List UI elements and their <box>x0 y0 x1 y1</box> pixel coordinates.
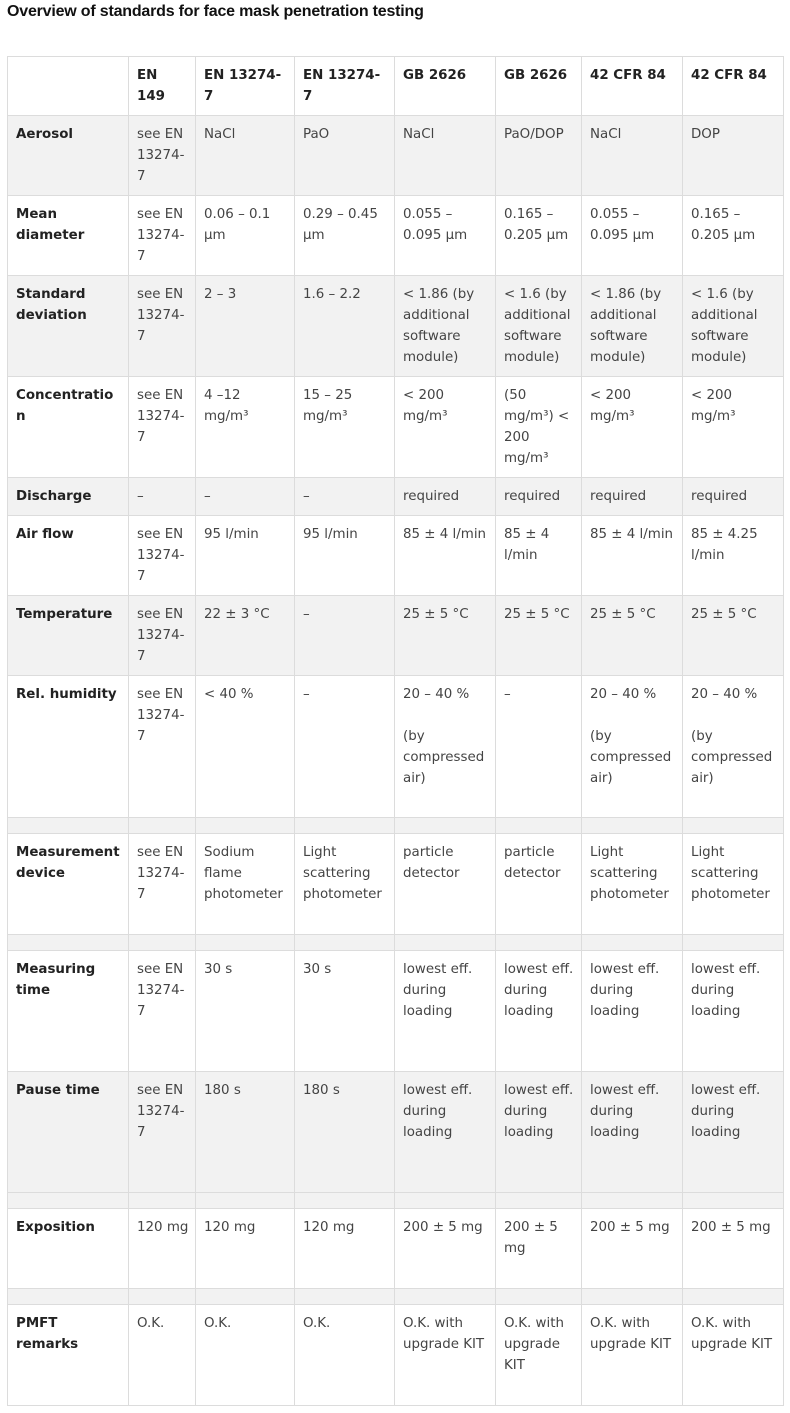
table-row-measurement-device <box>8 834 784 935</box>
table-cell: NaCl <box>196 116 295 196</box>
table-cell: 85 ± 4.25 l/min <box>683 516 784 596</box>
table-cell: 0.06 – 0.1 µm <box>196 196 295 276</box>
row-header: Exposition <box>8 1209 129 1289</box>
column-header: 42 CFR 84 <box>582 57 683 116</box>
table-cell: 180 s <box>295 1072 395 1193</box>
table-row-temperature <box>8 596 784 676</box>
table-cell: 0.165 – 0.205 µm <box>683 196 784 276</box>
table-row-measuring-time <box>8 951 784 1072</box>
table-row-standard-deviation <box>8 276 784 377</box>
table-cell: 4 –12 mg/m³ <box>196 377 295 478</box>
table-cell: lowest eff. during loading <box>683 1072 784 1193</box>
table-cell: NaCl <box>582 116 683 196</box>
table-cell: see EN 13274-7 <box>129 596 196 676</box>
table-cell: 180 s <box>196 1072 295 1193</box>
spacer-row <box>8 818 784 834</box>
table-row-concentration <box>8 377 784 478</box>
table-cell: Light scattering photometer <box>683 834 784 935</box>
table-cell: < 200 mg/m³ <box>395 377 496 478</box>
table-cell: 25 ± 5 °C <box>683 596 784 676</box>
spacer-row <box>8 1193 784 1209</box>
column-header: GB 2626 <box>496 57 582 116</box>
table-row-exposition <box>8 1209 784 1289</box>
table-cell: O.K. with upgrade KIT <box>496 1305 582 1406</box>
table-cell: required <box>395 478 496 516</box>
table-cell: < 1.6 (by additional software module) <box>683 276 784 377</box>
row-header: PMFT remarks <box>8 1305 129 1406</box>
table-cell: O.K. <box>295 1305 395 1406</box>
table-cell: lowest eff. during loading <box>496 951 582 1072</box>
table-cell: O.K. <box>129 1305 196 1406</box>
standards-table <box>7 56 784 1406</box>
table-cell: – <box>295 478 395 516</box>
table-cell: 0.055 – 0.095 µm <box>582 196 683 276</box>
table-cell: 0.29 – 0.45 µm <box>295 196 395 276</box>
table-cell: see EN 13274-7 <box>129 377 196 478</box>
table-cell: lowest eff. during loading <box>683 951 784 1072</box>
table-cell: lowest eff. during loading <box>496 1072 582 1193</box>
table-cell: O.K. with upgrade KIT <box>582 1305 683 1406</box>
table-row-pmft-remarks <box>8 1305 784 1406</box>
table-cell: see EN 13274-7 <box>129 116 196 196</box>
spacer-row <box>8 1289 784 1305</box>
table-cell: 200 ± 5 mg <box>496 1209 582 1289</box>
table-cell: see EN 13274-7 <box>129 276 196 377</box>
table-cell: 30 s <box>196 951 295 1072</box>
table-cell: < 1.86 (by additional software module) <box>395 276 496 377</box>
table-cell: required <box>683 478 784 516</box>
table-cell: 85 ± 4 l/min <box>582 516 683 596</box>
table-cell: 25 ± 5 °C <box>582 596 683 676</box>
table-cell: 200 ± 5 mg <box>683 1209 784 1289</box>
table-cell: see EN 13274-7 <box>129 676 196 818</box>
table-cell: 0.055 – 0.095 µm <box>395 196 496 276</box>
table-cell: 15 – 25 mg/m³ <box>295 377 395 478</box>
table-cell: 200 ± 5 mg <box>582 1209 683 1289</box>
table-cell: < 1.6 (by additional software module) <box>496 276 582 377</box>
table-row-discharge <box>8 478 784 516</box>
table-row-air-flow <box>8 516 784 596</box>
table-cell: – <box>196 478 295 516</box>
table-cell: 120 mg <box>129 1209 196 1289</box>
table-cell: < 1.86 (by additional software module) <box>582 276 683 377</box>
table-cell: O.K. <box>196 1305 295 1406</box>
table-cell: PaO <box>295 116 395 196</box>
table-cell: see EN 13274-7 <box>129 834 196 935</box>
table-cell: see EN 13274-7 <box>129 516 196 596</box>
table-cell: required <box>496 478 582 516</box>
table-cell: Light scattering photometer <box>582 834 683 935</box>
table-cell: < 200 mg/m³ <box>683 377 784 478</box>
table-cell: Sodium flame photometer <box>196 834 295 935</box>
row-header: Rel. humidity <box>8 676 129 818</box>
table-cell: 85 ± 4 l/min <box>496 516 582 596</box>
table-cell: – <box>496 676 582 818</box>
table-row-rel-humidity <box>8 676 784 818</box>
table-cell: 120 mg <box>295 1209 395 1289</box>
row-header: Aerosol <box>8 116 129 196</box>
row-header: Temperature <box>8 596 129 676</box>
column-header: EN 13274-7 <box>295 57 395 116</box>
table-cell: < 200 mg/m³ <box>582 377 683 478</box>
table-cell: O.K. with upgrade KIT <box>395 1305 496 1406</box>
table-cell: 25 ± 5 °C <box>395 596 496 676</box>
table-cell: – <box>129 478 196 516</box>
column-header: EN 149 <box>129 57 196 116</box>
row-header: Standard deviation <box>8 276 129 377</box>
table-cell: < 40 % <box>196 676 295 818</box>
table-cell: O.K. with upgrade KIT <box>683 1305 784 1406</box>
row-header: Measuring time <box>8 951 129 1072</box>
table-cell: lowest eff. during loading <box>395 1072 496 1193</box>
table-cell: lowest eff. during loading <box>582 1072 683 1193</box>
row-header: Pause time <box>8 1072 129 1193</box>
table-cell: NaCl <box>395 116 496 196</box>
table-cell: 25 ± 5 °C <box>496 596 582 676</box>
table-cell: 2 – 3 <box>196 276 295 377</box>
table-cell: 20 – 40 % (by compressed air) <box>395 676 496 818</box>
table-cell: 1.6 – 2.2 <box>295 276 395 377</box>
table-cell: 200 ± 5 mg <box>395 1209 496 1289</box>
table-cell: Light scattering photometer <box>295 834 395 935</box>
table-cell: 85 ± 4 l/min <box>395 516 496 596</box>
table-cell: 95 l/min <box>196 516 295 596</box>
page-title: Overview of standards for face mask penetration testing <box>7 3 424 20</box>
row-header: Discharge <box>8 478 129 516</box>
table-cell: particle detector <box>395 834 496 935</box>
header-row <box>8 57 784 116</box>
row-header: Air flow <box>8 516 129 596</box>
table-cell: DOP <box>683 116 784 196</box>
table-row-aerosol <box>8 116 784 196</box>
table-cell: 0.165 – 0.205 µm <box>496 196 582 276</box>
column-header: EN 13274-7 <box>196 57 295 116</box>
table-cell: see EN 13274-7 <box>129 951 196 1072</box>
table-cell: (50 mg/m³) < 200 mg/m³ <box>496 377 582 478</box>
column-header: GB 2626 <box>395 57 496 116</box>
row-header: Mean diameter <box>8 196 129 276</box>
table-cell: – <box>295 596 395 676</box>
row-header: Measurement device <box>8 834 129 935</box>
column-header: 42 CFR 84 <box>683 57 784 116</box>
table-cell: see EN 13274-7 <box>129 196 196 276</box>
table-cell: required <box>582 478 683 516</box>
table-cell: 22 ± 3 °C <box>196 596 295 676</box>
table-cell: particle detector <box>496 834 582 935</box>
table-cell: 20 – 40 % (by compressed air) <box>683 676 784 818</box>
table-cell: lowest eff. during loading <box>395 951 496 1072</box>
table-cell: lowest eff. during loading <box>582 951 683 1072</box>
row-header: Concentration <box>8 377 129 478</box>
table-cell: 95 l/min <box>295 516 395 596</box>
table-cell: PaO/DOP <box>496 116 582 196</box>
table-row-pause-time <box>8 1072 784 1193</box>
table-cell: see EN 13274-7 <box>129 1072 196 1193</box>
table-cell: 120 mg <box>196 1209 295 1289</box>
spacer-row <box>8 935 784 951</box>
table-cell: – <box>295 676 395 818</box>
column-header-blank <box>8 57 129 116</box>
table-cell: 20 – 40 % (by compressed air) <box>582 676 683 818</box>
table-cell: 30 s <box>295 951 395 1072</box>
table-row-mean-diameter <box>8 196 784 276</box>
